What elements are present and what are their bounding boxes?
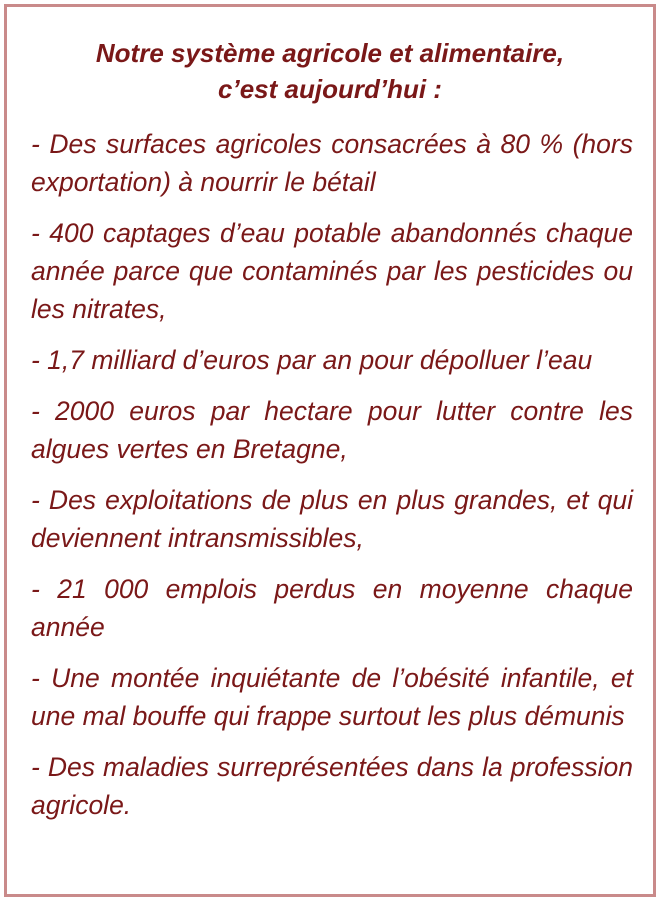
list-item: - 400 captages d’eau potable abandonnés chaque année parce que contaminés par les pesticides ou les nitrates, — [31, 218, 633, 324]
list-item: - 2000 euros par hectare pour lutter contre les algues vertes en Bretagne, — [31, 396, 633, 464]
heading-line-2: c’est aujourd’hui : — [218, 74, 442, 104]
heading — [7, 35, 653, 107]
heading-line-1: Notre système agricole et alimentaire, — [95, 38, 565, 68]
text-box — [4, 4, 656, 897]
list-item: - Une montée inquiétante de l’obésité infantile, et une mal bouffe qui frappe surtout les plus démunis — [31, 663, 633, 731]
list-item: - 21 000 emplois perdus en moyenne chaque année — [31, 574, 633, 642]
list-item: - Des surfaces agricoles consacrées à 80 % (hors exportation) à nourrir le bétail — [31, 129, 633, 197]
list-item: - 1,7 milliard d’euros par an pour dépolluer l’eau — [31, 345, 593, 375]
list-item: - Des exploitations de plus en plus grandes, et qui deviennent intransmissibles, — [31, 485, 633, 553]
list-item: - Des maladies surreprésentées dans la profession agricole. — [31, 752, 633, 820]
fact-list — [31, 125, 633, 837]
